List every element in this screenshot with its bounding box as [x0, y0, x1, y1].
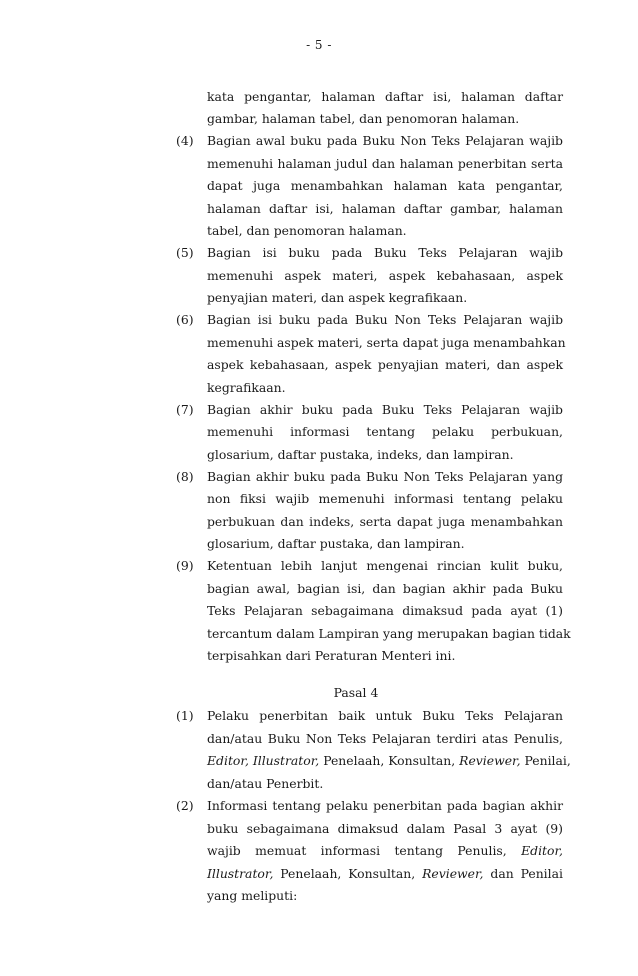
paragraph-line: glosarium, daftar pustaka, dan lampiran.: [207, 536, 465, 551]
item-number: (2): [176, 798, 194, 813]
paragraph-line: Pelaku penerbitan baik untuk Buku Teks Pelajaran: [207, 708, 563, 723]
paragraph-line: perbukuan dan indeks, serta dapat juga menambahkan: [207, 514, 563, 529]
paragraph-line: Bagian isi buku pada Buku Teks Pelajaran wajib: [207, 245, 563, 260]
section-heading: Pasal 4: [333, 685, 379, 700]
paragraph-line: bagian awal, bagian isi, dan bagian akhir pada Buku: [207, 581, 563, 596]
italic-term: Illustrator,: [207, 866, 274, 881]
item-number: (9): [176, 558, 194, 573]
paragraph-line: buku sebagaimana dimaksud dalam Pasal 3 ayat (9): [207, 821, 563, 836]
paragraph-line: [207, 866, 563, 881]
paragraph-line: halaman daftar isi, halaman daftar gambar, halaman: [207, 201, 563, 216]
text-run: Penelaah, Konsultan,: [323, 753, 456, 768]
page-number: - 5 -: [306, 38, 332, 52]
item-number: (1): [176, 708, 194, 723]
paragraph-line: terpisahkan dari Peraturan Menteri ini.: [207, 648, 456, 663]
paragraph-line: memenuhi aspek materi, aspek kebahasaan, aspek: [207, 268, 563, 283]
item-number: (5): [176, 245, 194, 260]
paragraph-line: kata pengantar, halaman daftar isi, halaman daftar: [207, 89, 563, 104]
item-number: (6): [176, 312, 194, 327]
paragraph-line: [207, 843, 563, 858]
paragraph-line: tabel, dan penomoran halaman.: [207, 223, 407, 238]
paragraph-line: gambar, halaman tabel, dan penomoran halaman.: [207, 111, 520, 126]
text-run: dan Penilai: [490, 866, 563, 881]
paragraph-line: Bagian akhir buku pada Buku Non Teks Pelajaran yang: [207, 469, 563, 484]
paragraph-line: penyajian materi, dan aspek kegrafikaan.: [207, 290, 468, 305]
italic-term: Illustrator,: [252, 753, 320, 768]
paragraph-line: Bagian akhir buku pada Buku Teks Pelajaran wajib: [207, 402, 563, 417]
italic-term: Reviewer,: [459, 753, 521, 768]
paragraph-line: dan/atau Penerbit.: [207, 776, 324, 791]
item-number: (8): [176, 469, 194, 484]
paragraph-line: Bagian awal buku pada Buku Non Teks Pelajaran wajib: [207, 133, 563, 148]
paragraph-line: memenuhi informasi tentang pelaku perbukuan,: [207, 424, 563, 439]
paragraph-line: memenuhi halaman judul dan halaman penerbitan serta: [207, 156, 563, 171]
paragraph-line: Bagian isi buku pada Buku Non Teks Pelajaran wajib: [207, 312, 563, 327]
paragraph-line: [207, 753, 571, 768]
paragraph-line: aspek kebahasaan, aspek penyajian materi, dan aspek: [207, 357, 563, 372]
paragraph-line: Informasi tentang pelaku penerbitan pada bagian akhir: [207, 798, 563, 813]
italic-term: Editor,: [207, 753, 249, 768]
item-number: (4): [176, 133, 194, 148]
paragraph-line: yang meliputi:: [207, 888, 298, 903]
paragraph-line: Teks Pelajaran sebagaimana dimaksud pada ayat (1): [207, 603, 563, 618]
paragraph-line: non fiksi wajib memenuhi informasi tentang pelaku: [207, 491, 563, 506]
paragraph-line: tercantum dalam Lampiran yang merupakan bagian tidak: [207, 626, 571, 641]
paragraph-line: dapat juga menambahkan halaman kata pengantar,: [207, 178, 563, 193]
text-run: Penilai,: [524, 753, 571, 768]
text-run: Penelaah, Konsultan,: [280, 866, 416, 881]
paragraph-line: kegrafikaan.: [207, 380, 286, 395]
paragraph-line: memenuhi aspek materi, serta dapat juga menambahkan: [207, 335, 566, 350]
paragraph-line: dan/atau Buku Non Teks Pelajaran terdiri atas Penulis,: [207, 731, 563, 746]
paragraph-line: glosarium, daftar pustaka, indeks, dan lampiran.: [207, 447, 514, 462]
text-run: wajib memuat informasi tentang Penulis,: [207, 843, 507, 858]
italic-term: Reviewer,: [422, 866, 484, 881]
italic-term: Editor,: [521, 843, 563, 858]
item-number: (7): [176, 402, 194, 417]
paragraph-line: Ketentuan lebih lanjut mengenai rincian kulit buku,: [207, 558, 563, 573]
